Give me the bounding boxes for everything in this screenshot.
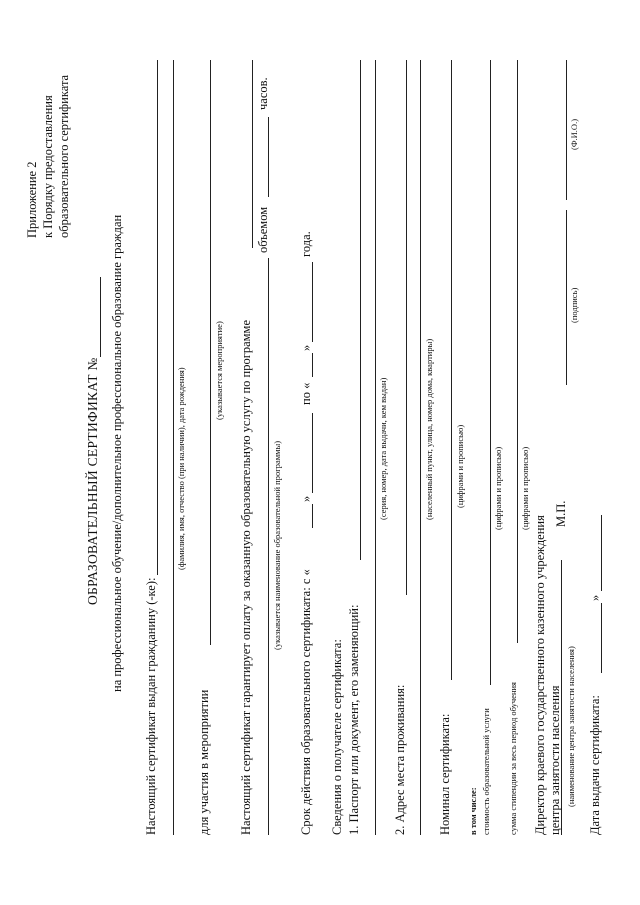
passport-line-2	[375, 60, 376, 835]
cost-line	[490, 60, 491, 685]
issue-date-label: Дата выдачи сертификата:	[588, 695, 602, 835]
appendix-line-1: Приложение 2	[25, 161, 39, 238]
guarantee-line-1	[252, 60, 253, 248]
address-hint: (населенный пункт, улица, номер дома, квартиры)	[424, 338, 434, 520]
guarantee-label: Настоящий сертификат гарантирует оплату за оказанную образовательную услугу по программе	[239, 319, 253, 835]
fio-hint: (Ф.И.О.)	[569, 118, 579, 150]
issued-label: Настоящий сертификат выдан гражданину (-ке):	[144, 577, 158, 835]
issue-date-month-line	[601, 515, 602, 591]
validity-to-month-line	[312, 262, 313, 342]
recipient-label: Сведения о получателе сертификата:	[330, 639, 344, 835]
validity-to-quote: »	[299, 344, 313, 351]
event-line	[210, 60, 211, 645]
director-hint: (наименование центра занятости населения)	[566, 646, 576, 807]
appendix-line-2: к Порядку предоставления	[41, 95, 55, 238]
stamp-placeholder: М.П.	[554, 500, 568, 527]
passport-line-1	[360, 60, 361, 560]
program-hint: (указывается наименование образовательной программы)	[272, 440, 282, 650]
validity-from-quote: »	[299, 495, 313, 502]
document-subtitle: на профессиональное обучение/дополнительное профессиональное образование граждан	[110, 214, 124, 692]
stipend-hint: (цифрами и прописью)	[520, 446, 530, 530]
cost-label: стоимость образовательной услуги	[481, 708, 491, 835]
signature-hint: (подпись)	[569, 287, 579, 323]
validity-to-day-line	[312, 353, 313, 377]
issued-line-1	[157, 60, 158, 575]
address-label: 2. Адрес места проживания:	[393, 684, 407, 835]
address-line-2	[420, 60, 421, 835]
appendix-line-3: образовательного сертификата	[57, 74, 71, 238]
passport-hint: (серия, номер, дата выдачи, кем выдан)	[378, 377, 388, 520]
issue-date-day-line	[601, 603, 602, 673]
event-label: для участия в мероприятии	[197, 689, 211, 835]
stipend-line	[517, 60, 518, 643]
address-line-1	[406, 60, 407, 595]
validity-from-label: Срок действия образовательного сертификата: с «	[299, 569, 313, 835]
event-hint: (указывается мероприятие)	[214, 321, 224, 420]
validity-to-label: по «	[299, 382, 313, 405]
validity-from-month-line	[312, 413, 313, 493]
nominal-line	[451, 60, 452, 680]
director-line-2: центра занятости населения	[548, 685, 562, 835]
volume-line	[268, 117, 269, 197]
fio-line	[566, 60, 567, 200]
title-number-line	[100, 277, 101, 357]
issue-date-quote: »	[588, 594, 602, 601]
passport-label: 1. Паспорт или документ, его заменяющий:	[347, 604, 361, 835]
issued-line-2	[173, 60, 174, 835]
nominal-label: Номинал сертификата:	[438, 713, 452, 835]
director-line-1: Директор краевого государственного казенного учреждения	[533, 515, 547, 835]
validity-from-day-line	[312, 504, 313, 528]
document-title: ОБРАЗОВАТЕЛЬНЫЙ СЕРТИФИКАТ №	[85, 357, 100, 605]
issued-hint: (фамилия, имя, отчество (при наличии), дата рождения)	[176, 367, 186, 570]
signature-line	[566, 210, 567, 385]
incl-label: в том числе:	[468, 787, 478, 835]
guarantee-line-2	[268, 258, 269, 835]
stipend-label: сумма стипендии за весь период обучения	[508, 682, 518, 835]
volume-label: объемом	[256, 206, 270, 253]
cost-hint: (цифрами и прописью)	[493, 446, 503, 530]
validity-year-label: года.	[299, 231, 313, 257]
hours-label: часов.	[256, 77, 270, 110]
nominal-hint: (цифрами и прописью)	[455, 424, 465, 508]
